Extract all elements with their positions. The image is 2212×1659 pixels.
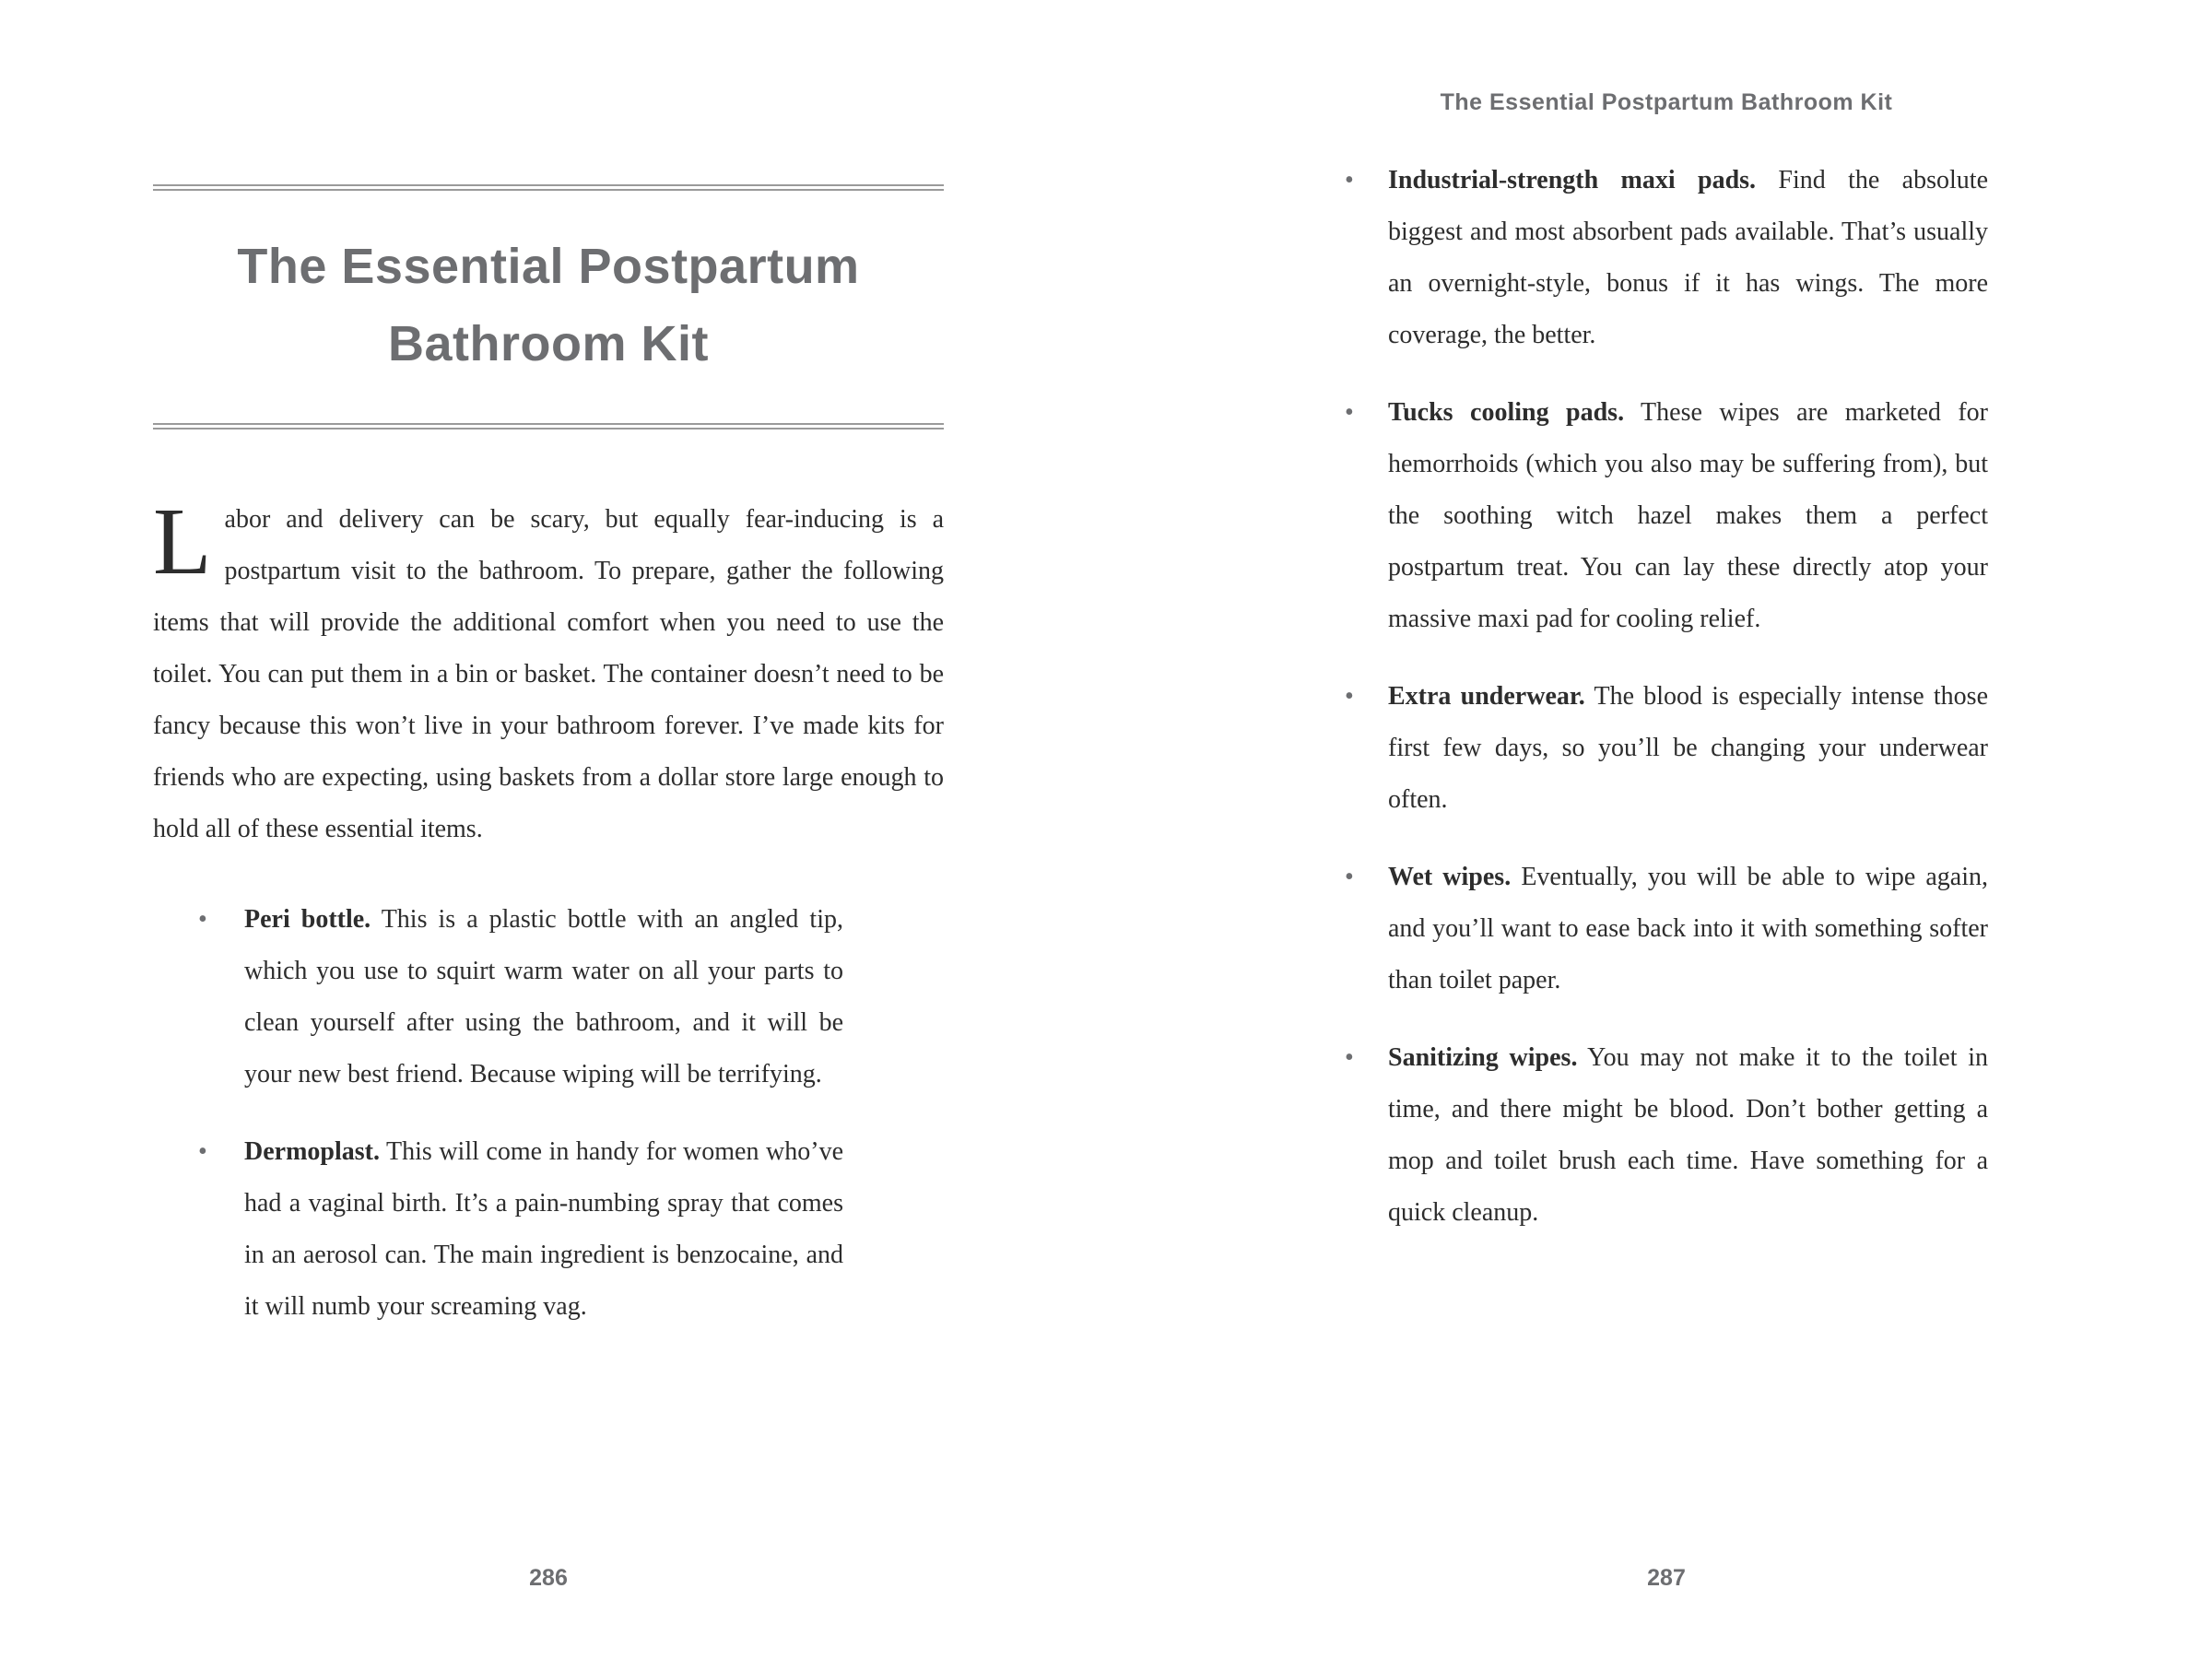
chapter-title (153, 228, 944, 382)
right-page (1345, 88, 1988, 1265)
double-rule-bottom (153, 423, 944, 429)
list-item (1345, 1032, 1988, 1239)
page-number-right: 287 (1647, 1565, 1686, 1591)
left-bullet-list (153, 894, 944, 1333)
chapter-title-line-1: The Essential Postpartum (237, 239, 860, 294)
bullet-marker: • (1345, 863, 1354, 891)
right-bullet-list (1345, 155, 1988, 1239)
chapter-title-line-2: Bathroom Kit (388, 316, 709, 371)
bullet-text: The blood is especially intense those first few days, so you’ll be changing your underwear often. (1388, 682, 1988, 814)
running-header: The Essential Postpartum Bathroom Kit (1440, 89, 1893, 115)
page-number-left: 286 (529, 1565, 568, 1591)
bullet-lead: Peri bottle. (244, 905, 371, 934)
bullet-marker: • (198, 905, 207, 934)
list-item (1345, 852, 1988, 1006)
bullet-text: This is a plastic bottle with an angled tip, which you use to squirt warm water on all your parts to clean yourself after using the bathroom, and it will be your new best friend. Because wiping will be terrifying. (244, 905, 843, 1088)
bullet-text: You may not make it to the toilet in time, and there might be blood. Don’t bother getting a mop and toilet brush each time. Have something for a quick cleanup. (1388, 1043, 1988, 1227)
bullet-marker: • (198, 1137, 207, 1166)
bullet-text: Eventually, you will be able to wipe again, and you’ll want to ease back into it with something softer than toilet paper. (1388, 863, 1988, 994)
list-item (153, 894, 944, 1100)
bullet-lead: Tucks cooling pads. (1388, 398, 1625, 427)
list-item (1345, 671, 1988, 826)
list-item (1345, 387, 1988, 645)
bullet-text: This will come in handy for women who’ve had a vaginal birth. It’s a pain-numbing spray that comes in an aerosol can. The main ingredient is benzocaine, and it will numb your screaming vag. (244, 1137, 843, 1321)
bullet-lead: Dermoplast. (244, 1137, 380, 1166)
bullet-marker: • (1345, 398, 1354, 427)
list-item (1345, 155, 1988, 361)
left-page (153, 184, 944, 1359)
bullet-lead: Extra underwear. (1388, 682, 1585, 711)
bullet-lead: Industrial-strength maxi pads. (1388, 166, 1757, 194)
bullet-marker: • (1345, 166, 1354, 194)
list-item (153, 1126, 944, 1333)
intro-paragraph (153, 488, 944, 855)
bullet-text: Find the absolute biggest and most absorbent pads available. That’s usually an overnight-style, bonus if it has wings. The more coverage, the better. (1388, 166, 1988, 349)
bullet-lead: Wet wipes. (1388, 863, 1512, 891)
intro-text: abor and delivery can be scary, but equally fear-inducing is a postpartum visit to the bathroom. To prepare, gather the following items that will provide the additional comfort when you need to use the toilet. You can put them in a bin or basket. The container doesn’t need to be fancy because this won’t live in your bathroom forever. I’ve made kits for friends who are expecting, using baskets from a dollar store large enough to hold all of these essential items. (153, 505, 944, 843)
bullet-marker: • (1345, 682, 1354, 711)
drop-cap: L (153, 488, 212, 594)
bullet-marker: • (1345, 1043, 1354, 1072)
bullet-text: These wipes are marketed for hemorrhoids (which you also may be suffering from), but the soothing witch hazel makes them a perfect postpartum treat. You can lay these directly atop your massive maxi pad for cooling relief. (1388, 398, 1988, 633)
bullet-lead: Sanitizing wipes. (1388, 1043, 1578, 1072)
double-rule-top (153, 184, 944, 191)
